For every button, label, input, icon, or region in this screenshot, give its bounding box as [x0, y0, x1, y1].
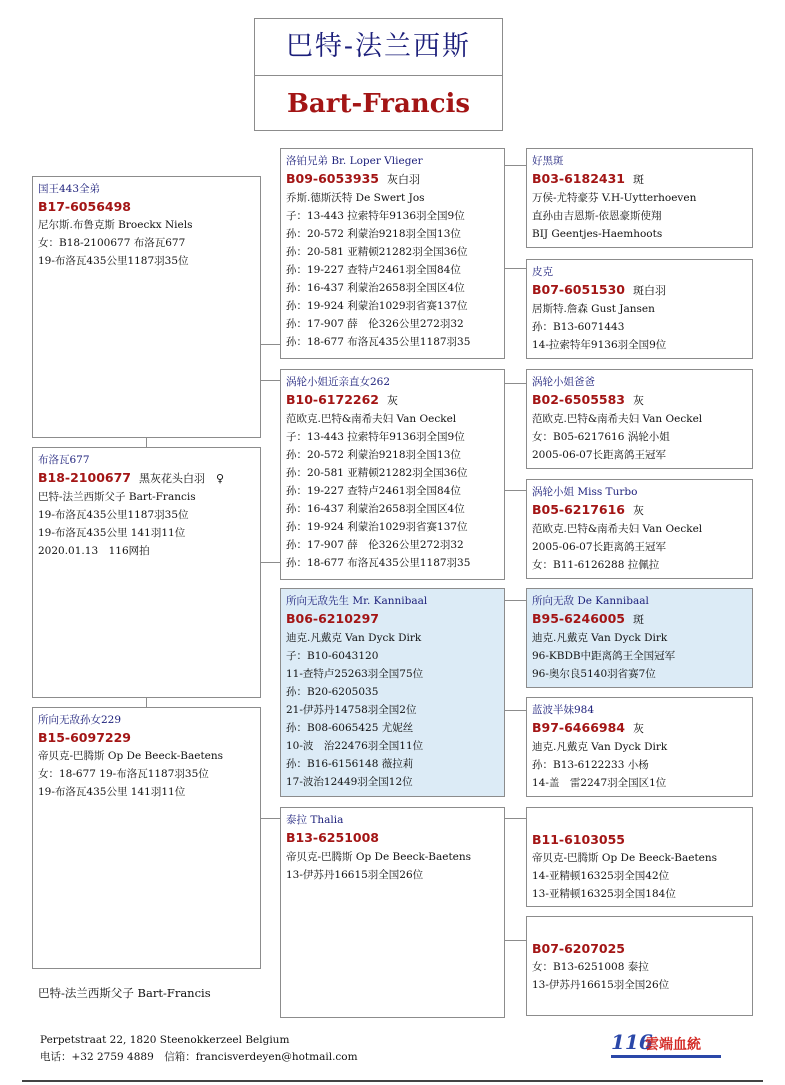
grandparent-card — [280, 807, 505, 1018]
card-line: 孙：18-677 布洛瓦435公里1187羽35 — [286, 336, 471, 348]
card-line: 孙：B16-6156148 薇拉莉 — [286, 758, 414, 770]
card-line: 13-伊苏丹16615羽全国26位 — [532, 979, 670, 991]
card-line: 尼尔斯.布鲁克斯 Broeckx Niels — [38, 219, 193, 231]
great-grandparent-card — [526, 807, 753, 907]
connector — [260, 344, 280, 345]
connector — [146, 697, 147, 707]
card-line: 孙：20-581 亚精顿21282羽全国36位 — [286, 467, 468, 479]
card-line: BIJ Geentjes-Haemhoots — [532, 228, 663, 240]
ring-number: B06-6210297 — [286, 611, 379, 626]
card-title: 好黑斑 — [532, 155, 564, 167]
card-line: 孙：B13-6071443 — [532, 321, 625, 333]
card-line: 孙：16-437 利蒙治2658羽全国区4位 — [286, 282, 465, 294]
ring-number: B07-6051530 斑白羽 — [532, 282, 666, 297]
ring-tag: 灰 — [387, 394, 398, 407]
contact-info: 电话：+32 2759 4889 信箱：francisverdeyen@hotmail.com — [40, 1051, 358, 1063]
card-line: 孙：19-227 查特卢2461羽全国84位 — [286, 485, 461, 497]
card-line: 帝贝克-巴腾斯 Op De Beeck-Baetens — [286, 851, 472, 863]
ring-number: B17-6056498 — [38, 199, 131, 214]
card-line: 孙：19-924 利蒙治1029羽省赛137位 — [286, 300, 468, 312]
card-title: 涡轮小姐近亲直女262 — [286, 376, 391, 388]
card-line: 孙：B20-6205035 — [286, 686, 379, 698]
great-grandparent-card — [526, 588, 753, 688]
card-title: 皮克 — [532, 266, 553, 278]
card-line: 子：13-443 拉索特年9136羽全国9位 — [286, 431, 465, 443]
ring-number: B03-6182431 斑 — [532, 171, 644, 186]
card-title: 泰拉 Thalia — [286, 814, 344, 826]
ring-tag: 灰 — [633, 722, 644, 735]
title-english: Bart-Francis — [286, 89, 471, 119]
card-title: 国王443全弟 — [38, 183, 101, 195]
connector — [504, 268, 526, 269]
card-line: 19-布洛瓦435公里 141羽11位 — [38, 527, 186, 539]
card-line: 孙：17-907 薛 伦326公里272羽32 — [286, 318, 464, 330]
ring-number: B02-6505583 灰 — [532, 392, 644, 407]
card-line: 孙：16-437 利蒙治2658羽全国区4位 — [286, 503, 465, 515]
ring-number: B10-6172262 灰 — [286, 392, 398, 407]
card-line: 13-伊苏丹16615羽全国26位 — [286, 869, 424, 881]
ring-number: B18-2100677 黑灰花头白羽 ♀ — [38, 470, 225, 485]
great-grandparent-card — [526, 916, 753, 1016]
ring-tag: 灰白羽 — [387, 173, 420, 186]
card-line: 万侯-尤特豪芬 V.H-Uytterhoeven — [532, 192, 697, 204]
ring-number: B05-6217616 灰 — [532, 502, 644, 517]
card-line: 11-查特卢25263羽全国75位 — [286, 668, 424, 680]
ring-tag: 灰 — [633, 504, 644, 517]
card-line: 17-波治12449羽全国12位 — [286, 776, 413, 788]
sire-card — [32, 176, 261, 438]
card-line: 女：B11-6126288 拉佩拉 — [532, 559, 660, 571]
card-line: 孙：19-924 利蒙治1029羽省赛137位 — [286, 521, 468, 533]
card-line: 女：18-677 19-布洛瓦1187羽35位 — [38, 768, 209, 780]
card-line: 孙：20-572 利蒙治9218羽全国13位 — [286, 228, 461, 240]
ring-number: B15-6097229 — [38, 730, 131, 745]
card-line: 孙：18-677 布洛瓦435公里1187羽35 — [286, 557, 471, 569]
card-line: 子：B10-6043120 — [286, 650, 379, 662]
card-line: 孙：20-581 亚精顿21282羽全国36位 — [286, 246, 468, 258]
card-line: 2005-06-07长距离鸽王冠军 — [532, 541, 667, 553]
ring-tag: 斑 — [633, 613, 644, 626]
ring-tag: 斑白羽 — [633, 284, 666, 297]
connector — [504, 490, 526, 491]
card-line: 迪克.凡戴克 Van Dyck Dirk — [532, 632, 668, 644]
card-line: 孙：B08-6065425 尤妮丝 — [286, 722, 414, 734]
card-line: 女：B18-2100677 布洛瓦677 — [38, 237, 186, 249]
ring-number: B97-6466984 灰 — [532, 720, 644, 735]
ring-number: B09-6053935 灰白羽 — [286, 171, 420, 186]
card-line: 孙：17-907 薛 伦326公里272羽32 — [286, 539, 464, 551]
card-line: 19-布洛瓦435公里1187羽35位 — [38, 509, 189, 521]
card-title: 所向无敌先生 Mr. Kannibaal — [286, 595, 428, 607]
card-title: 所向无敌 De Kannibaal — [532, 595, 649, 607]
card-line: 2020.01.13 116网拍 — [38, 545, 150, 557]
card-title: 布洛瓦677 — [38, 454, 90, 466]
logo-text: 雲端血統 — [645, 1037, 701, 1053]
logo-number: 116 — [611, 1030, 653, 1054]
ring-number: B95-6246005 斑 — [532, 611, 644, 626]
card-line: 14-拉索特年9136羽全国9位 — [532, 339, 667, 351]
card-line: 居斯特.詹森 Gust Jansen — [532, 303, 655, 315]
title-chinese: 巴特-法兰西斯 — [255, 19, 502, 76]
card-line: 帝贝克-巴腾斯 Op De Beeck-Baetens — [532, 852, 718, 864]
card-title: 所向无敌孙女229 — [38, 714, 122, 726]
card-line: 19-布洛瓦435公里 141羽11位 — [38, 786, 186, 798]
card-line: 10-波 治22476羽全国11位 — [286, 740, 424, 752]
dam-card — [32, 447, 261, 698]
card-line: 巴特-法兰西斯父子 Bart-Francis — [38, 491, 196, 503]
card-line: 范欧克.巴特&南希夫妇 Van Oeckel — [286, 413, 457, 425]
card-line: 范欧克.巴特&南希夫妇 Van Oeckel — [532, 523, 703, 535]
card-line: 迪克.凡戴克 Van Dyck Dirk — [532, 741, 668, 753]
connector — [504, 383, 526, 384]
connector — [260, 380, 280, 381]
grandparent-card — [280, 148, 505, 359]
great-grandparent-card — [526, 369, 753, 469]
ring-tag: 斑 — [633, 173, 644, 186]
owner-name: 巴特-法兰西斯父子 Bart-Francis — [38, 986, 211, 1000]
connector — [504, 818, 526, 819]
card-line: 迪克.凡戴克 Van Dyck Dirk — [286, 632, 422, 644]
connector — [504, 940, 526, 941]
connector — [504, 710, 526, 711]
great-grandparent-card — [526, 259, 753, 359]
connector — [260, 818, 280, 819]
ring-number: B13-6251008 — [286, 830, 379, 845]
brand-logo — [611, 1030, 721, 1058]
card-line: 女：B13-6251008 泰拉 — [532, 961, 649, 973]
ring-tag: 黑灰花头白羽 ♀ — [139, 472, 225, 485]
footer-divider — [22, 1080, 763, 1082]
card-line: 帝贝克-巴腾斯 Op De Beeck-Baetens — [38, 750, 224, 762]
card-line: 女：B05-6217616 涡轮小姐 — [532, 431, 670, 443]
ring-tag: 灰 — [633, 394, 644, 407]
logo-underline — [611, 1055, 721, 1058]
connector — [504, 165, 526, 166]
card-line: 14-盖 雷2247羽全国区1位 — [532, 777, 667, 789]
card-line: 范欧克.巴特&南希夫妇 Van Oeckel — [532, 413, 703, 425]
card-line: 孙：B13-6122233 小杨 — [532, 759, 649, 771]
card-line: 2005-06-07长距离鸽王冠军 — [532, 449, 667, 461]
ring-number: B07-6207025 — [532, 941, 625, 956]
great-grandparent-card — [526, 697, 753, 797]
card-line: 孙：20-572 利蒙治9218羽全国13位 — [286, 449, 461, 461]
ring-number: B11-6103055 — [532, 832, 625, 847]
grandparent-card — [280, 588, 505, 797]
card-line: 孙：19-227 查特卢2461羽全国84位 — [286, 264, 461, 276]
card-line: 96-KBDB中距离鸽王全国冠军 — [532, 650, 676, 662]
card-title: 洛铂兄弟 Br. Loper Vlieger — [286, 155, 423, 167]
card-line: 96-奥尔良5140羽省赛7位 — [532, 668, 656, 680]
card-line: 21-伊苏丹14758羽全国2位 — [286, 704, 417, 716]
great-grandparent-card — [526, 479, 753, 579]
address: Perpetstraat 22, 1820 Steenokkerzeel Belgium — [40, 1034, 290, 1046]
connector — [504, 600, 526, 601]
card-line: 19-布洛瓦435公里1187羽35位 — [38, 255, 189, 267]
card-line: 14-亚精顿16325羽全国42位 — [532, 870, 670, 882]
header — [254, 18, 503, 131]
card-title: 蓝波半妹984 — [532, 704, 595, 716]
great-grandparent-card — [526, 148, 753, 248]
card-line: 乔斯.德斯沃特 De Swert Jos — [286, 192, 425, 204]
card-line: 直孙由吉恩斯-依恩豪斯使翔 — [532, 210, 662, 222]
card-line: 13-亚精顿16325羽全国184位 — [532, 888, 676, 900]
subject-card — [32, 707, 261, 969]
connector — [146, 437, 147, 447]
grandparent-card — [280, 369, 505, 580]
card-title: 涡轮小姐 Miss Turbo — [532, 486, 638, 498]
connector — [260, 562, 280, 563]
card-line: 子：13-443 拉索特年9136羽全国9位 — [286, 210, 465, 222]
card-title: 涡轮小姐爸爸 — [532, 376, 595, 388]
